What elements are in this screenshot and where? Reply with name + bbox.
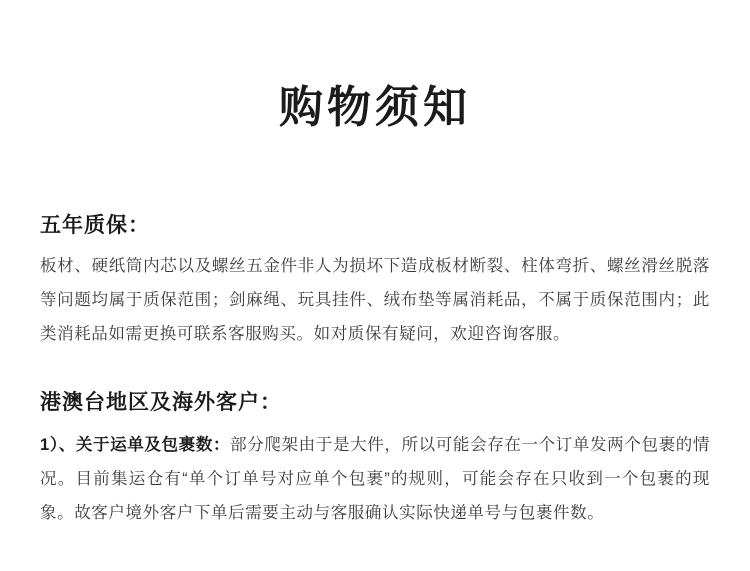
page-title: 购物须知 <box>279 83 471 132</box>
section-heading-warranty: 五年质保： <box>40 213 150 237</box>
list-item-label-shipping: 1）、关于运单及包裹数： <box>40 436 231 455</box>
section-overseas <box>40 352 710 531</box>
section-body-warranty: 板材、硬纸筒内芯以及螺丝五金件非人为损坏下造成板材断裂、柱体弯折、螺丝滑丝脱落等问题均属于质保范围；剑麻绳、玩具挂件、绒布垫等属消耗品，不属于质保范围内；此类消耗品如需更换可联系客服购买。如对质保有疑问，欢迎咨询客服。 <box>40 257 710 343</box>
section-body-overseas <box>40 417 710 530</box>
section-heading-overseas: 港澳台地区及海外客户： <box>40 390 282 414</box>
section-warranty <box>40 135 710 352</box>
list-item-text-shipping: 部分爬架由于是大件，所以可能会存在一个订单发两个包裹的情况。目前集运仓有“单个订单号对应单个包裹”的规则，可能会存在只收到一个包裹的现象。故客户境外客户下单后需要主动与客服确认实际快递单号与包裹件数。 <box>40 436 710 522</box>
